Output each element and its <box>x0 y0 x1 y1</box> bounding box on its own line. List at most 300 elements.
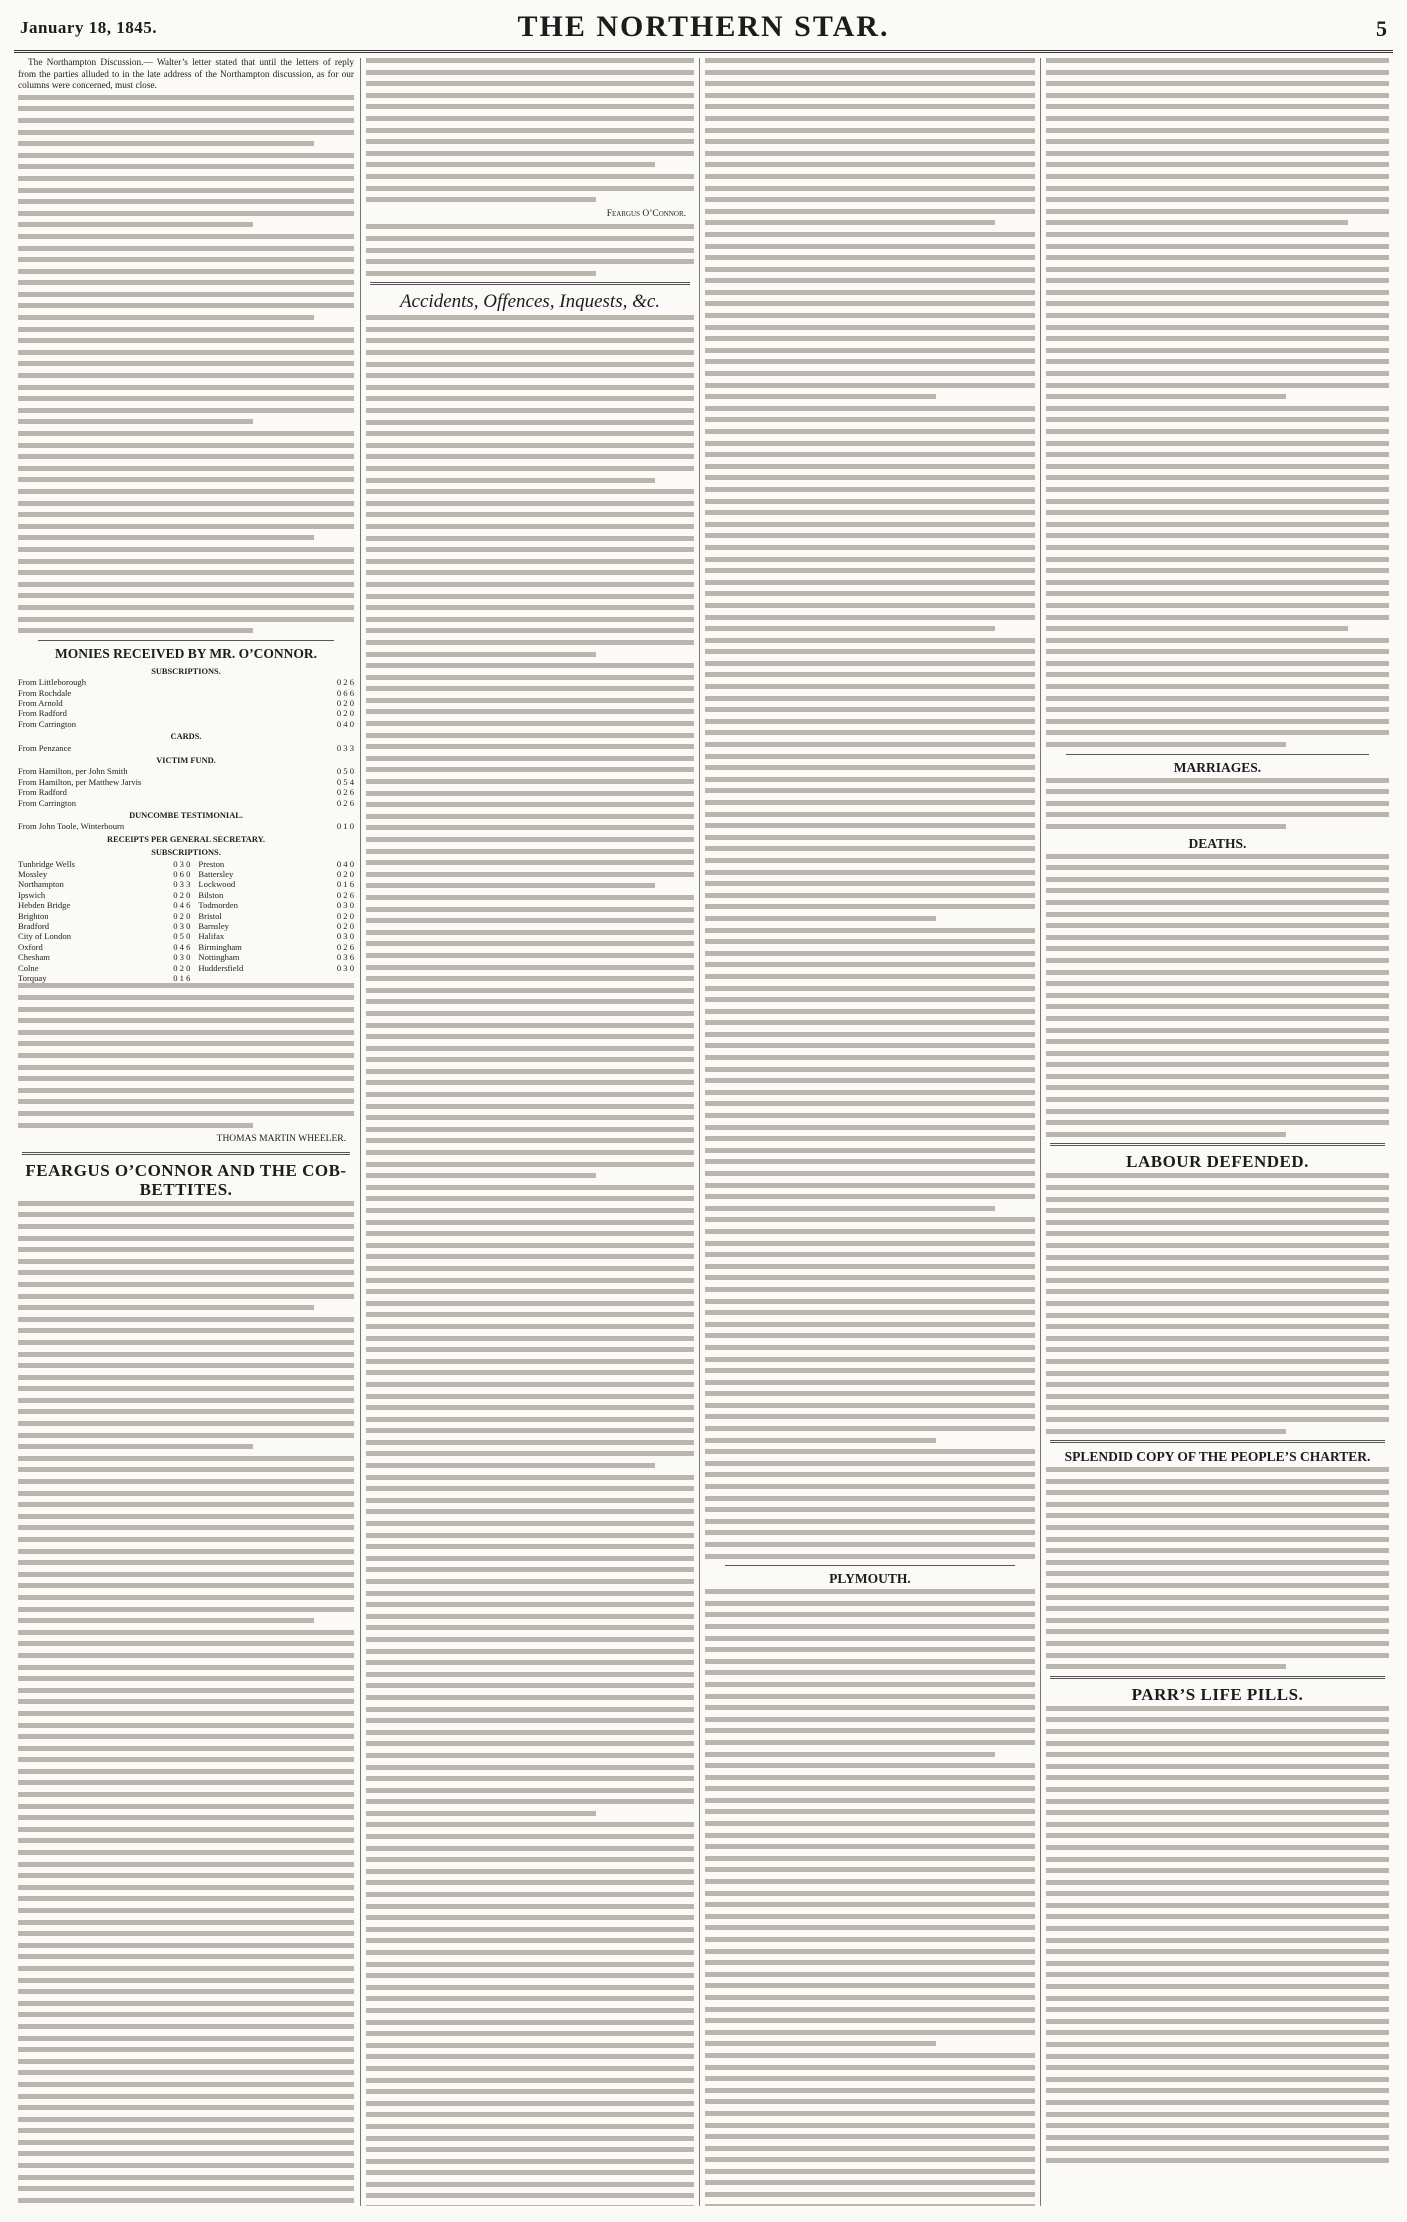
unread-text-line <box>705 846 1035 851</box>
unread-text-line <box>366 1880 694 1885</box>
unread-text-line <box>366 1173 596 1178</box>
unread-text-line <box>705 638 1035 643</box>
unread-text-line <box>705 1217 1035 1222</box>
unread-text-line <box>705 591 1035 596</box>
unread-text-line <box>366 733 694 738</box>
unread-text-line <box>705 406 1035 411</box>
unread-text-line <box>366 1475 694 1480</box>
unread-text-line <box>18 1572 354 1577</box>
unread-text-line <box>18 1920 354 1925</box>
unread-text-line <box>705 394 936 399</box>
unread-text-line <box>366 2136 694 2141</box>
unread-text-line <box>705 2099 1035 2104</box>
unread-text-line <box>1046 603 1389 608</box>
unread-text-line <box>18 1757 354 1762</box>
unread-text-line <box>366 779 694 784</box>
unread-text-line <box>1046 557 1389 562</box>
unread-text-line <box>366 1846 694 1851</box>
unread-text-line <box>18 1699 354 1704</box>
unread-text-line <box>366 1660 694 1665</box>
unread-text-line <box>1046 1606 1389 1611</box>
unread-text-line <box>705 1183 1035 1188</box>
column-divider <box>1040 58 1041 2206</box>
unread-text-line <box>366 1834 694 1839</box>
general-secretary-ledger <box>18 859 354 984</box>
unread-text-line <box>705 2018 1035 2023</box>
unread-text-line <box>366 1301 694 1306</box>
unread-text-line <box>18 419 253 424</box>
unread-text-line <box>705 1461 1035 1466</box>
unread-text-line <box>1046 383 1389 388</box>
unread-text-line <box>1046 429 1389 434</box>
unread-text-line <box>18 2140 354 2145</box>
unread-text-line <box>705 742 1035 747</box>
unread-text-line <box>366 128 694 133</box>
unread-text-line <box>705 232 1035 237</box>
unread-text-line <box>1046 981 1389 986</box>
feargus-article-heading: FEARGUS O’CONNOR AND THE COB-BETTITES. <box>25 1160 347 1199</box>
ledger-row: From Rochdale 0 6 6 <box>18 687 354 698</box>
unread-text-line <box>18 1212 354 1217</box>
unread-text-line <box>366 988 694 993</box>
unread-text-line <box>705 139 1035 144</box>
unread-text-line <box>705 151 1035 156</box>
unread-text-line <box>18 1978 354 1983</box>
unread-text-line <box>1046 789 1389 794</box>
unread-text-line <box>705 1879 1035 1884</box>
unread-text-line <box>1046 1868 1389 1873</box>
unread-text-line <box>18 234 354 239</box>
unread-text-line <box>705 777 1035 782</box>
unread-text-line <box>18 1804 354 1809</box>
unread-text-line <box>705 510 1035 515</box>
unread-text-line <box>18 1525 354 1530</box>
unread-text-line <box>705 1530 1035 1535</box>
unread-text-line <box>366 1451 694 1456</box>
unread-text-line <box>366 1417 694 1422</box>
unread-text-line <box>1046 1560 1389 1565</box>
unread-text-line <box>366 362 694 367</box>
unread-text-line <box>18 396 354 401</box>
unread-text-line <box>705 812 1035 817</box>
column-4 <box>1042 58 1393 2206</box>
unread-text-line <box>705 1775 1035 1780</box>
unread-text-line <box>1046 1220 1389 1225</box>
unread-text-line <box>18 408 354 413</box>
unread-text-line <box>366 1614 694 1619</box>
unread-text-line <box>1046 545 1389 550</box>
unread-text-line <box>705 730 1035 735</box>
unread-text-line <box>366 837 694 842</box>
unread-text-line <box>1046 290 1389 295</box>
unread-text-line <box>705 1844 1035 1849</box>
unread-text-line <box>366 675 694 680</box>
unread-text-line <box>18 1502 354 1507</box>
unread-text-line <box>366 1034 694 1039</box>
unread-text-line <box>705 754 1035 759</box>
unread-text-line <box>705 800 1035 805</box>
unread-text-line <box>705 557 1035 562</box>
unread-text-line <box>705 893 1035 898</box>
unread-text-line <box>18 176 354 181</box>
unread-text-line <box>18 164 354 169</box>
unread-text-line <box>705 267 1035 272</box>
unread-text-line <box>1046 522 1389 527</box>
unread-text-line <box>366 1243 694 1248</box>
unread-text-line <box>366 2054 694 2059</box>
unread-text-line <box>705 1821 1035 1826</box>
unread-text-line <box>366 197 596 202</box>
unread-text-line <box>1046 1822 1389 1827</box>
unread-text-line <box>1046 1903 1389 1908</box>
parrs-pills-heading: PARR’S LIFE PILLS. <box>1131 1684 1304 1704</box>
unread-text-line <box>18 373 354 378</box>
unread-text-line <box>705 1020 1035 1025</box>
unread-text-line <box>705 371 1035 376</box>
unread-text-line <box>705 220 995 225</box>
unread-text-line <box>18 385 354 390</box>
unread-text-line <box>18 303 354 308</box>
unread-text-line <box>705 1438 936 1443</box>
unread-text-line <box>366 1162 694 1167</box>
unread-text-line <box>366 605 694 610</box>
unread-text-line <box>366 1359 694 1364</box>
unread-text-line <box>705 997 1035 1002</box>
unread-text-line <box>705 1403 1035 1408</box>
unread-text-line <box>366 315 694 320</box>
unread-text-line <box>366 1904 694 1909</box>
unread-text-line <box>366 652 596 657</box>
unread-text-line <box>1046 278 1389 283</box>
unread-text-line <box>1046 1775 1389 1780</box>
unread-text-line <box>366 663 694 668</box>
unread-text-line <box>366 512 694 517</box>
unread-text-line <box>18 605 354 610</box>
ledger-row: From Hamilton, per John Smith 0 5 0 <box>18 766 354 777</box>
unread-text-line <box>366 81 694 86</box>
ledger-row: From John Toole, Winterbourn 0 1 0 <box>18 821 354 832</box>
unread-text-line <box>18 1018 354 1023</box>
unread-text-line <box>705 1728 1035 1733</box>
unread-text-line <box>18 1688 354 1693</box>
unread-text-line <box>705 499 1035 504</box>
unread-text-line <box>1046 615 1389 620</box>
unread-text-line <box>705 1867 1035 1872</box>
unread-text-line <box>705 1194 1035 1199</box>
unread-text-line <box>18 2012 354 2017</box>
unread-text-line <box>18 350 354 355</box>
unread-text-line <box>366 883 655 888</box>
unread-text-line <box>1046 151 1389 156</box>
unread-text-line <box>366 1869 694 1874</box>
unread-text-line <box>18 1386 354 1391</box>
unread-text-line <box>18 1456 354 1461</box>
unread-text-line <box>705 1472 1035 1477</box>
accidents-section-heading: Accidents, Offences, Inquests, &c. <box>399 291 661 313</box>
unread-text-line <box>705 626 995 631</box>
unread-text-line <box>18 1099 354 1104</box>
unread-text-line <box>18 1595 354 1600</box>
unread-text-line <box>1046 1359 1389 1364</box>
unread-text-line <box>1046 1653 1389 1658</box>
unread-text-line <box>1046 1039 1389 1044</box>
unread-text-line <box>18 246 354 251</box>
unread-text-line <box>705 1090 1035 1095</box>
unread-text-line <box>366 802 694 807</box>
unread-text-line <box>366 70 694 75</box>
unread-text-line <box>366 420 694 425</box>
unread-text-line <box>705 1414 1035 1419</box>
unread-text-line <box>705 383 1035 388</box>
unread-text-line <box>1046 1891 1389 1896</box>
unread-text-line <box>366 1741 694 1746</box>
unread-text-line <box>705 1995 1035 2000</box>
unread-text-line <box>18 1123 253 1128</box>
unread-text-line <box>1046 116 1389 121</box>
unread-text-line <box>18 315 314 320</box>
unread-text-line <box>705 290 1035 295</box>
unread-text-line <box>1046 1394 1389 1399</box>
unread-text-line <box>366 271 596 276</box>
unread-text-line <box>1046 742 1286 747</box>
ledger-row: Northampton 0 3 3 Lockwood 0 1 6 <box>18 879 354 890</box>
unread-text-line <box>18 2105 354 2110</box>
unread-text-line <box>366 1231 694 1236</box>
unread-text-line <box>366 1138 694 1143</box>
unread-text-line <box>1046 209 1389 214</box>
unread-text-line <box>1046 162 1389 167</box>
column-2 <box>362 58 698 2206</box>
ledger-row: From Radford 0 2 6 <box>18 787 354 798</box>
unread-text-line <box>705 522 1035 527</box>
unread-text-line <box>1046 1051 1389 1056</box>
unread-text-line <box>18 327 354 332</box>
unread-text-line <box>705 2192 1035 2197</box>
unread-text-line <box>18 2024 354 2029</box>
unread-text-line <box>1046 1231 1389 1236</box>
unread-text-line <box>1046 1479 1389 1484</box>
unread-text-line <box>366 1463 655 1468</box>
unread-text-line <box>705 939 1035 944</box>
unread-text-line <box>18 1989 354 1994</box>
unread-text-line <box>18 1363 354 1368</box>
unread-text-line <box>1046 1016 1389 1021</box>
unread-text-line <box>366 1857 694 1862</box>
unread-text-line <box>366 1289 694 1294</box>
ledger-row: From Penzance 0 3 3 <box>18 742 354 753</box>
unread-text-line <box>705 1682 1035 1687</box>
unread-text-line <box>705 1949 1035 1954</box>
unread-text-line <box>705 533 1035 538</box>
unread-text-line <box>18 1908 354 1913</box>
unread-text-line <box>705 1113 1035 1118</box>
unread-text-line <box>1046 923 1389 928</box>
unread-text-line <box>366 2031 694 2036</box>
unread-text-line <box>1046 499 1389 504</box>
unread-text-line <box>366 174 694 179</box>
unread-text-line <box>705 1426 1035 1431</box>
unread-text-line <box>1046 1324 1389 1329</box>
unread-text-line <box>366 1544 694 1549</box>
unread-text-line <box>705 1252 1035 1257</box>
unread-text-line <box>366 1312 694 1317</box>
column-divider <box>699 58 700 2206</box>
unread-text-line <box>366 1347 694 1352</box>
unread-text-line <box>1046 1972 1389 1977</box>
unread-text-line <box>366 1579 694 1584</box>
unread-text-line <box>705 1972 1035 1977</box>
unread-text-line <box>1046 1629 1389 1634</box>
unread-text-line <box>705 615 1035 620</box>
unread-text-line <box>1046 81 1389 86</box>
unread-text-line <box>705 974 1035 979</box>
unread-text-line <box>18 593 354 598</box>
unread-text-line <box>366 2193 694 2198</box>
unread-text-line <box>18 1305 314 1310</box>
unread-text-line <box>366 2147 694 2152</box>
unread-text-line <box>705 1554 1035 1559</box>
unread-text-line <box>18 222 253 227</box>
unread-text-line <box>366 116 694 121</box>
page-number: 5 <box>1376 16 1387 41</box>
unread-text-line <box>705 707 1035 712</box>
unread-text-line <box>366 1440 694 1445</box>
unread-text-line <box>18 1815 354 1820</box>
unread-text-line <box>1046 1949 1389 1954</box>
unread-text-line <box>366 1892 694 1897</box>
unread-text-line <box>705 1299 1035 1304</box>
unread-text-line <box>705 2065 1035 2070</box>
unread-text-line <box>366 1486 694 1491</box>
unread-text-line <box>18 2094 354 2099</box>
correspondents-paragraph: The Northampton Discussion.— Walter’s letter stated that until the letters of reply from the parties alluded to in the late address of the Northampton discussion, as for our columns were concerned, must close. <box>18 58 354 92</box>
unread-text-line <box>1046 313 1389 318</box>
unread-text-line <box>1046 1255 1389 1260</box>
unread-text-line <box>705 1333 1035 1338</box>
unread-text-line <box>18 1007 354 1012</box>
unread-text-line <box>1046 244 1389 249</box>
unread-text-line <box>1046 186 1389 191</box>
unread-text-line <box>705 325 1035 330</box>
unread-text-line <box>705 1960 1035 1965</box>
unread-text-line <box>366 2089 694 2094</box>
unread-text-line <box>1046 1926 1389 1931</box>
unread-text-line <box>1046 267 1389 272</box>
unread-text-line <box>366 2043 694 2048</box>
unread-text-line <box>366 930 694 935</box>
unread-text-line <box>1046 1752 1389 1757</box>
unread-text-line <box>18 1641 354 1646</box>
unread-text-line <box>705 1032 1035 1037</box>
unread-text-line <box>366 953 694 958</box>
unread-text-line <box>366 489 694 494</box>
unread-text-line <box>705 174 1035 179</box>
secretary-signature: THOMAS MARTIN WHEELER. <box>216 1134 346 1145</box>
unread-text-line <box>18 2163 354 2168</box>
unread-text-line <box>705 568 1035 573</box>
unread-text-line <box>1046 1062 1389 1067</box>
unread-text-line <box>366 918 694 923</box>
unread-text-line <box>1046 672 1389 677</box>
unread-text-line <box>366 1196 694 1201</box>
unread-text-line <box>1046 958 1389 963</box>
unread-text-line <box>366 814 694 819</box>
unread-text-line <box>1046 2146 1389 2151</box>
unread-text-line <box>366 1498 694 1503</box>
unread-text-line <box>18 1780 354 1785</box>
unread-text-line <box>705 765 1035 770</box>
unread-text-line <box>18 1491 354 1496</box>
unread-text-line <box>18 1607 354 1612</box>
unread-text-line <box>705 1937 1035 1942</box>
unread-text-line <box>366 1185 694 1190</box>
unread-text-line <box>1046 1301 1389 1306</box>
unread-text-line <box>705 1740 1035 1745</box>
ledger-row: From Radford 0 2 0 <box>18 708 354 719</box>
unread-text-line <box>705 1983 1035 1988</box>
unread-text-line <box>705 788 1035 793</box>
unread-text-line <box>705 1507 1035 1512</box>
unread-text-line <box>1046 417 1389 422</box>
unread-text-line <box>1046 1717 1389 1722</box>
unread-text-line <box>705 209 1035 214</box>
unread-text-line <box>1046 1074 1389 1079</box>
ledger-row: Chesham 0 3 0 Nottingham 0 3 6 <box>18 952 354 963</box>
unread-text-line <box>705 1659 1035 1664</box>
unread-text-line <box>18 1723 354 1728</box>
unread-text-line <box>18 1409 354 1414</box>
unread-text-line <box>366 1962 694 1967</box>
unread-text-line <box>18 1711 354 1716</box>
unread-text-line <box>705 962 1035 967</box>
unread-text-line <box>366 58 694 63</box>
unread-text-line <box>705 1833 1035 1838</box>
unread-text-line <box>1046 371 1389 376</box>
unread-text-line <box>705 278 1035 283</box>
unread-text-line <box>1046 580 1389 585</box>
unread-text-line <box>705 1009 1035 1014</box>
unread-text-line <box>1046 255 1389 260</box>
unread-text-line <box>366 721 694 726</box>
unread-text-line <box>366 2159 694 2164</box>
unread-text-line <box>1046 2158 1389 2163</box>
unread-text-line <box>705 881 1035 886</box>
unread-text-line <box>705 58 1035 63</box>
masthead-rule <box>14 50 1393 53</box>
unread-text-line <box>705 452 1035 457</box>
unread-text-line <box>18 1317 354 1322</box>
unread-text-line <box>366 1011 694 1016</box>
unread-text-line <box>1046 649 1389 654</box>
unread-text-line <box>18 995 354 1000</box>
unread-text-line <box>18 443 354 448</box>
unread-text-line <box>18 1053 354 1058</box>
unread-text-line <box>705 348 1035 353</box>
unread-text-line <box>366 408 694 413</box>
unread-text-line <box>366 1985 694 1990</box>
column-divider <box>360 58 361 2206</box>
unread-text-line <box>18 570 354 575</box>
unread-text-line <box>1046 2100 1389 2105</box>
unread-text-line <box>18 477 354 482</box>
unread-text-line <box>1046 1996 1389 2001</box>
ledger-subheading: SUBSCRIPTIONS. <box>151 848 221 858</box>
unread-text-line <box>705 1636 1035 1641</box>
unread-text-line <box>705 1148 1035 1153</box>
unread-text-line <box>18 361 354 366</box>
unread-text-line <box>366 1324 694 1329</box>
unread-text-line <box>18 1862 354 1867</box>
